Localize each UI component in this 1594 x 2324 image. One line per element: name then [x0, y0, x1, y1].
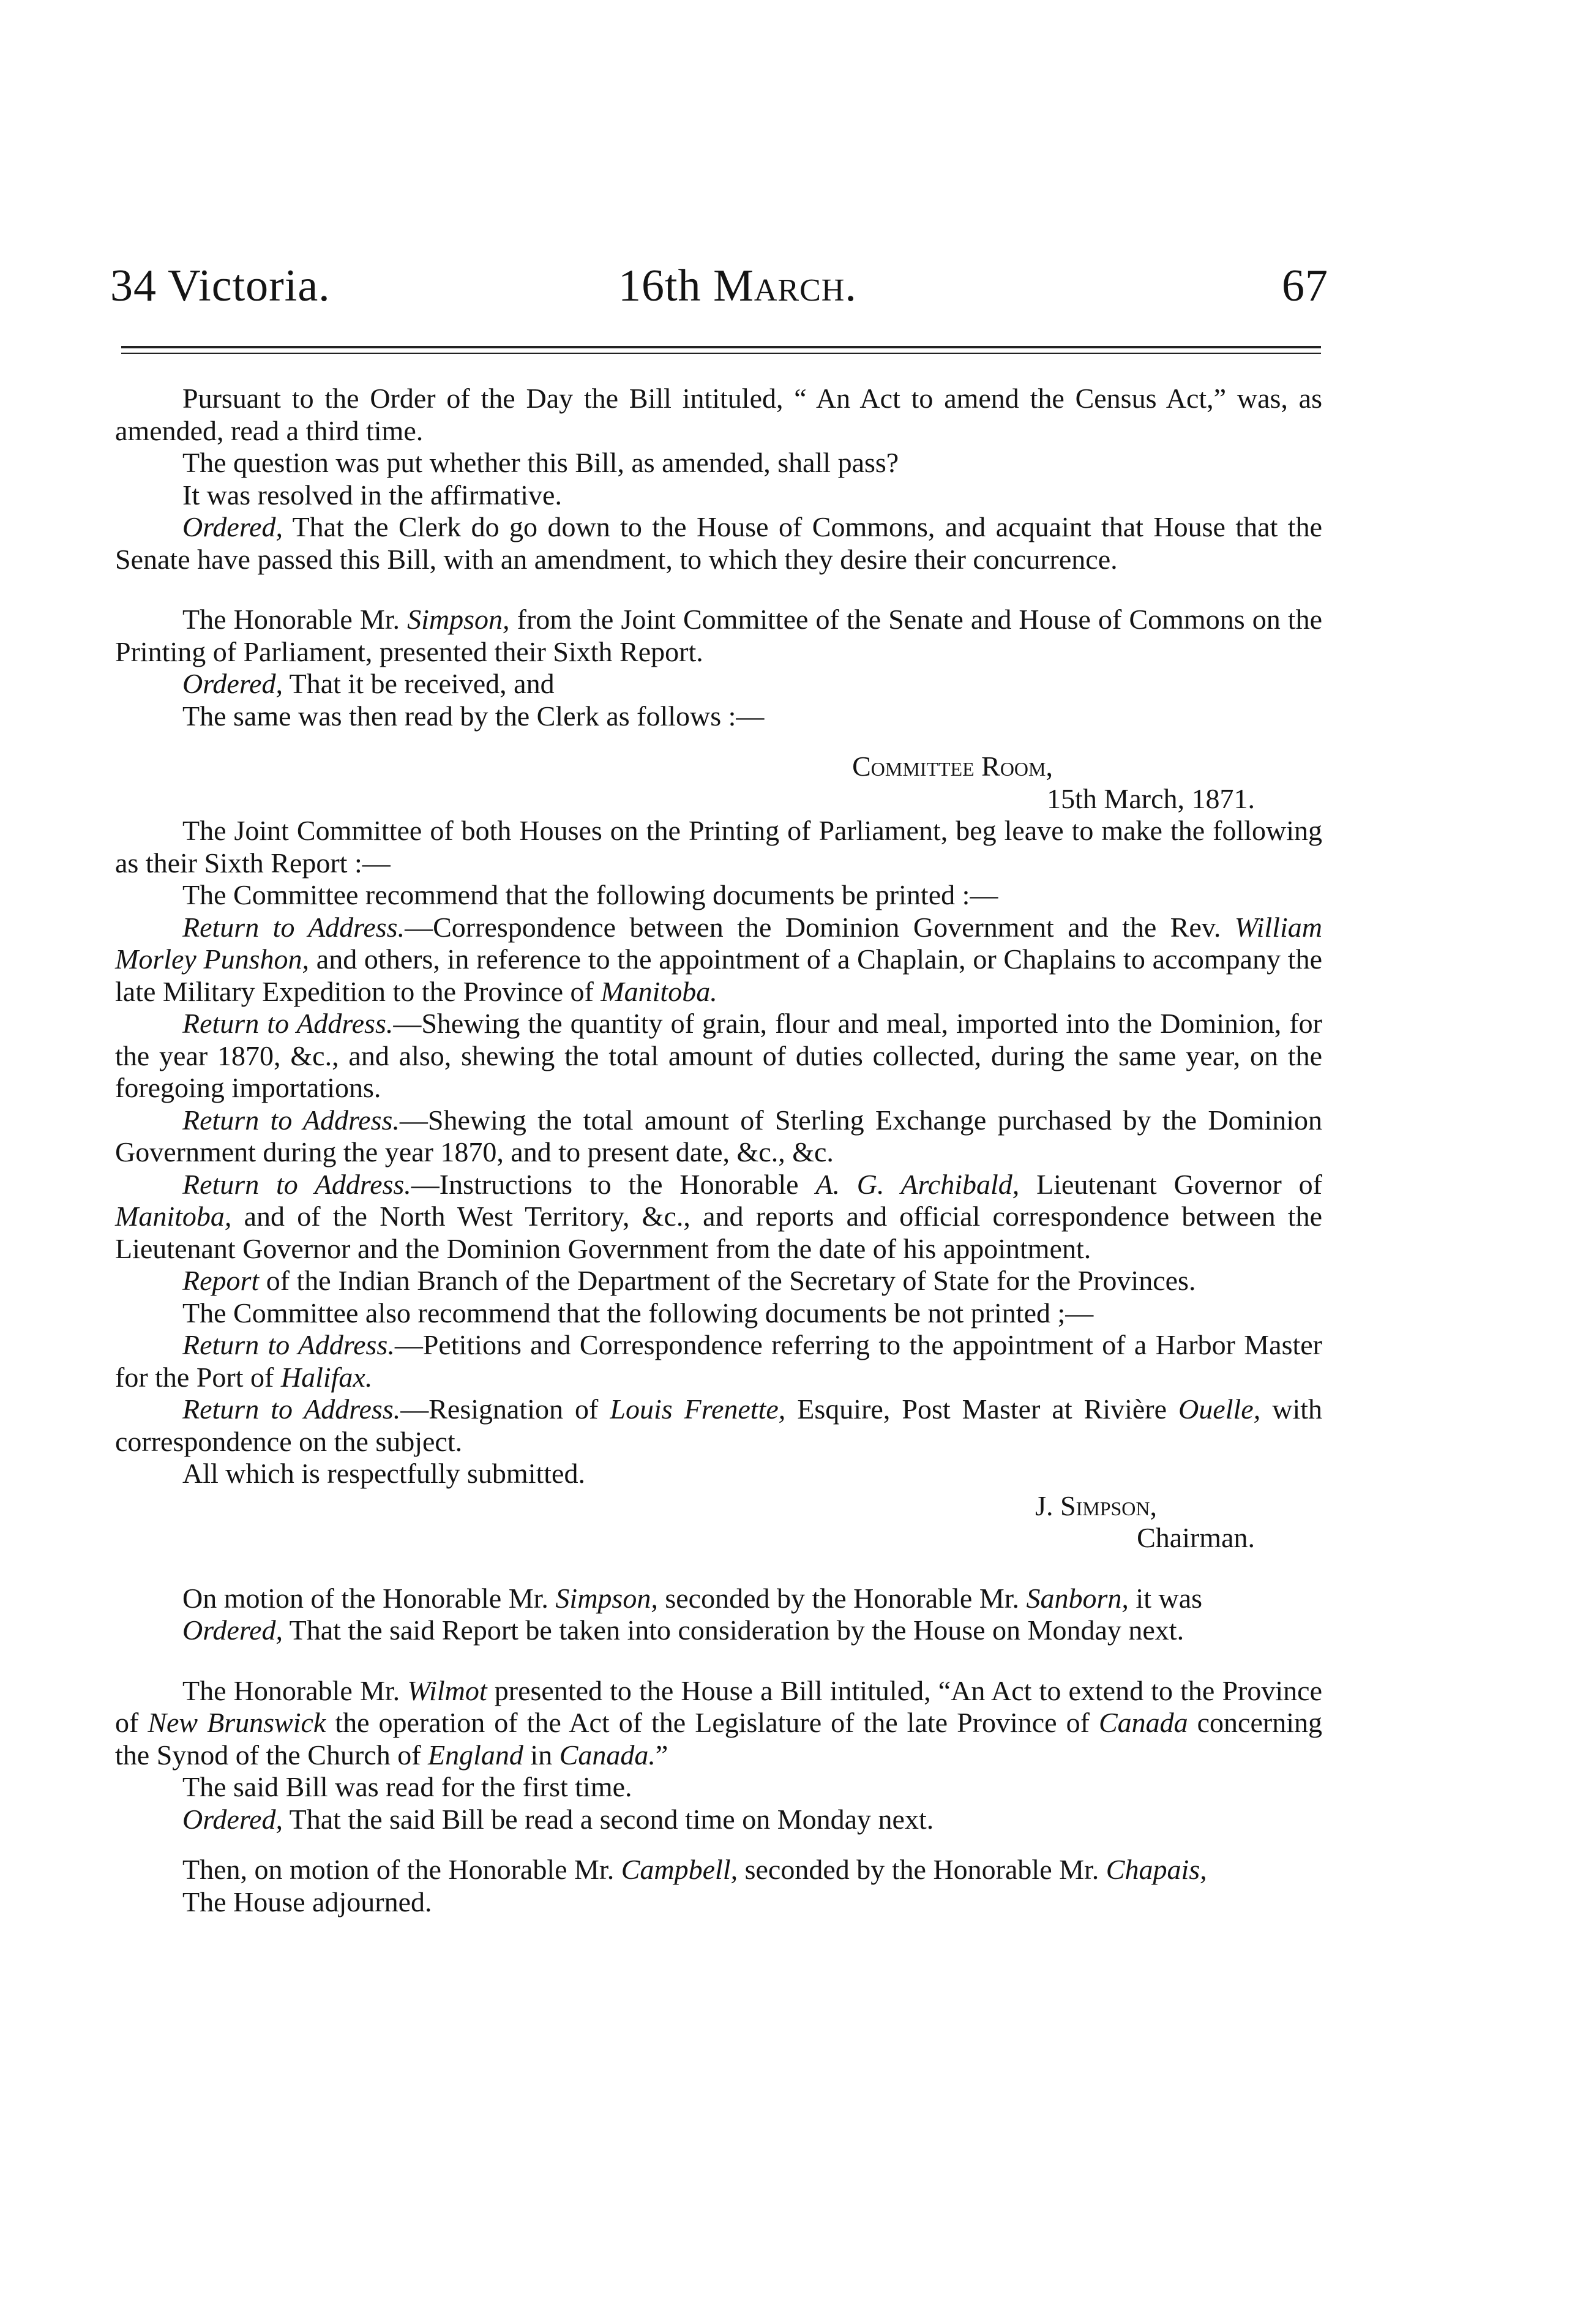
return-label: Return to Address. [182, 1008, 394, 1039]
text-run: The Honorable Mr. [182, 604, 408, 635]
text-run: the operation of the Act of the Legislature of the late Province of [326, 1707, 1099, 1738]
text-run: —Shewing the quantity of grain, flour and meal, imported into the Dominion, for the year 1870, &c., and also, shewing the total amount of duties collected, during the same year, on the foregoing importations. [115, 1008, 1322, 1103]
text-run: —Shewing the total amount of Sterling Exchange purchased by the Dominion Government during the year 1870, and to present date, &c., &c. [115, 1104, 1322, 1168]
return-frenette-paragraph [115, 1393, 1322, 1458]
text-run: Then, on motion of the Honorable Mr. [182, 1854, 621, 1885]
ordered-text: That the said Report be taken into consideration by the House on Monday next. [282, 1614, 1184, 1646]
text-run: —Instructions to the Honorable [411, 1168, 816, 1200]
text-run: —Correspondence between the Dominion Government and the Rev. [405, 911, 1235, 943]
text-run: seconded by the Honorable Mr. [738, 1854, 1106, 1885]
place-name: Halifax. [280, 1361, 373, 1393]
header-date [618, 260, 857, 312]
spacer [115, 1647, 1322, 1675]
text-run: Esquire, Post Master at Rivière [785, 1393, 1179, 1425]
header-date-month: March. [713, 261, 857, 311]
text-run: in [523, 1739, 559, 1771]
text-run: and of the North West Territory, &c., and reports and official correspondence between the Lieutenant Governor and the Dominion Government from the date of his appointment. [115, 1201, 1322, 1264]
ordered-label: Ordered, [182, 1614, 283, 1646]
place-name: Canada [1098, 1707, 1188, 1738]
return-archibald-paragraph [115, 1169, 1322, 1265]
member-name: Campbell, [621, 1854, 738, 1885]
spacer [115, 1835, 1322, 1854]
header-rule-thin [121, 353, 1321, 354]
ordered-label: Ordered, [182, 511, 283, 542]
text-run: concerning the Synod of the Church of [115, 1707, 1322, 1771]
return-label: Return to Address. [182, 1393, 401, 1425]
place-name: Canada. [559, 1739, 656, 1771]
place-name: England [428, 1739, 523, 1771]
page-number: 67 [1282, 261, 1328, 311]
member-name: Chapais, [1106, 1854, 1207, 1885]
return-label: Return to Address. [182, 1104, 400, 1136]
adjourned-paragraph: The House adjourned. [182, 1886, 432, 1917]
report-presented-paragraph [115, 604, 1322, 668]
signer-title: Chairman. [1137, 1522, 1255, 1553]
return-grain-paragraph [115, 1008, 1322, 1104]
return-label: Return to Address. [182, 1168, 411, 1200]
signer-name: J. Simpson, [1035, 1490, 1157, 1521]
header-rule-thick [121, 346, 1321, 348]
adjournment-motion-paragraph [115, 1854, 1322, 1886]
text-run: —Resignation of [400, 1393, 610, 1425]
census-bill-paragraph: Pursuant to the Order of the Day the Bill intituled, “ An Act to amend the Census Act,” was, as amended, read a third time. [115, 383, 1322, 446]
report-intro-paragraph: The Joint Committee of both Houses on the Printing of Parliament, beg leave to make the following as their Sixth Report :— [115, 815, 1322, 879]
spacer [115, 732, 1322, 751]
text-run: Lieutenant Governor of [1019, 1168, 1322, 1200]
return-exchange-paragraph [115, 1104, 1322, 1169]
motion-paragraph [115, 1583, 1322, 1615]
text-run: presented to the House a Bill intituled, “An Act to extend to the Province of [115, 1674, 1322, 1738]
place-name: Manitoba. [601, 975, 717, 1007]
return-harbor-paragraph [115, 1329, 1322, 1393]
report-recommend-paragraph: The Committee recommend that the following documents be printed :— [182, 879, 998, 910]
header-date-day: 16th [618, 261, 702, 311]
member-name: Simpson, [555, 1582, 658, 1614]
submitted-paragraph: All which is respectfully submitted. [182, 1458, 585, 1489]
journal-body [115, 383, 1322, 1918]
header-session: 34 Victoria. [110, 261, 331, 311]
second-reading-ordered-paragraph [115, 1804, 1322, 1836]
person-name: William Morley Punshon, [115, 911, 1322, 975]
census-ordered-paragraph [115, 511, 1322, 575]
place-name: Ouelle, [1178, 1393, 1261, 1425]
place-name: Manitoba, [115, 1201, 232, 1232]
synod-bill-paragraph [115, 1675, 1322, 1772]
motion-ordered-paragraph [115, 1614, 1322, 1647]
ordered-label: Ordered, [182, 1803, 283, 1835]
text-run: and others, in reference to the appointment of a Chaplain, or Chaplains to accompany the late Military Expedition to the Province of [115, 943, 1322, 1007]
return-label: Return to Address. [182, 911, 405, 943]
member-name: Sanborn, [1026, 1582, 1129, 1614]
census-question-paragraph: The question was put whether this Bill, as amended, shall pass? [182, 447, 899, 478]
text-run: —Petitions and Correspondence referring to the appointment of a Harbor Master for the Port of [115, 1329, 1322, 1393]
report-label: Report [182, 1265, 260, 1296]
report-indian-branch-paragraph [115, 1265, 1322, 1297]
text-run: with correspondence on the subject. [115, 1393, 1323, 1457]
person-name: A. G. Archibald, [815, 1168, 1020, 1200]
census-resolved-paragraph: It was resolved in the affirmative. [182, 479, 562, 511]
text-run: it was [1128, 1582, 1203, 1614]
member-name: Wilmot [407, 1674, 487, 1706]
place-name: New Brunswick [148, 1707, 326, 1738]
member-name: Simpson, [407, 604, 510, 635]
text-run: from the Joint Committee of the Senate and House of Commons on the Printing of Parliament, presented their Sixth Report. [115, 604, 1322, 667]
ordered-text: That it be received, and [282, 668, 555, 699]
committee-room-heading: Committee Room, [852, 751, 1053, 782]
ordered-text: That the said Bill be read a second time on Monday next. [282, 1803, 934, 1835]
ordered-label: Ordered, [182, 668, 283, 699]
not-printed-paragraph: The Committee also recommend that the following documents be not printed ;— [182, 1297, 1094, 1329]
return-chaplain-paragraph [115, 912, 1322, 1008]
first-reading-paragraph: The said Bill was read for the first time. [182, 1771, 632, 1802]
spacer [115, 1554, 1322, 1583]
text-run: seconded by the Honorable Mr. [657, 1582, 1027, 1614]
person-name: Louis Frenette, [610, 1393, 786, 1425]
running-header [110, 242, 1328, 321]
report-ordered-paragraph [115, 668, 1322, 700]
text-run: On motion of the Honorable Mr. [182, 1582, 556, 1614]
text-run: of the Indian Branch of the Department of the Secretary of State for the Provinces. [259, 1265, 1196, 1296]
committee-date: 15th March, 1871. [1047, 782, 1255, 814]
ordered-text: That the Clerk do go down to the House of Commons, and acquaint that House that the Senate have passed this Bill, with an amendment, to which they desire their concurrence. [115, 511, 1322, 575]
spacer [115, 575, 1322, 604]
text-run: ” [655, 1739, 668, 1771]
return-label: Return to Address. [182, 1329, 395, 1360]
report-read-paragraph: The same was then read by the Clerk as follows :— [182, 700, 765, 732]
text-run: The Honorable Mr. [182, 1674, 408, 1706]
